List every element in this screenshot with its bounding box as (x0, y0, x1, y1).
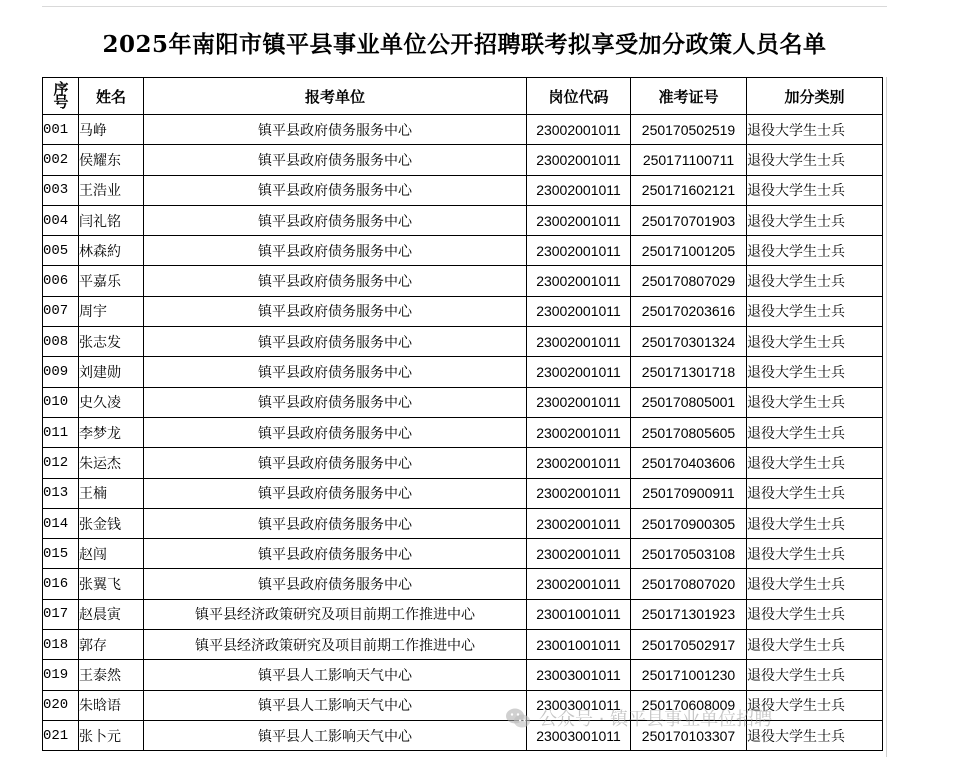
cell-name: 平嘉乐 (79, 266, 144, 296)
personnel-table (42, 77, 883, 751)
cell-name: 朱运杰 (79, 448, 144, 478)
cell-seq: 005 (43, 236, 79, 266)
cell-bonus-category: 退役大学生士兵 (747, 417, 883, 447)
cell-exam-number: 250170301324 (631, 327, 747, 357)
top-rule (42, 6, 887, 7)
cell-seq: 013 (43, 478, 79, 508)
table-row (43, 205, 883, 235)
cell-name: 王泰然 (79, 660, 144, 690)
cell-exam-number: 250170805001 (631, 387, 747, 417)
cell-bonus-category: 退役大学生士兵 (747, 508, 883, 538)
cell-name: 张志发 (79, 327, 144, 357)
cell-name: 史久凌 (79, 387, 144, 417)
cell-bonus-category: 退役大学生士兵 (747, 448, 883, 478)
cell-exam-number: 250171100711 (631, 145, 747, 175)
cell-exam-number: 250171001205 (631, 236, 747, 266)
cell-position-code: 23002001011 (527, 417, 631, 447)
cell-exam-number: 250170502519 (631, 115, 747, 145)
header-bonus-category: 加分类别 (747, 78, 883, 115)
cell-position-code: 23002001011 (527, 327, 631, 357)
watermark-text: 公众号 · 镇平县事业单位招聘 (539, 709, 773, 730)
cell-unit: 镇平县人工影响天气中心 (144, 690, 527, 720)
cell-position-code: 23002001011 (527, 478, 631, 508)
cell-exam-number: 250171301718 (631, 357, 747, 387)
cell-position-code: 23003001011 (527, 720, 631, 750)
cell-seq: 011 (43, 417, 79, 447)
cell-bonus-category: 退役大学生士兵 (747, 236, 883, 266)
cell-unit: 镇平县政府债务服务中心 (144, 478, 527, 508)
cell-seq: 016 (43, 569, 79, 599)
table-row (43, 115, 883, 145)
cell-position-code: 23002001011 (527, 296, 631, 326)
cell-exam-number: 250171602121 (631, 175, 747, 205)
cell-position-code: 23002001011 (527, 569, 631, 599)
cell-exam-number: 250170503108 (631, 539, 747, 569)
cell-unit: 镇平县政府债务服务中心 (144, 357, 527, 387)
cell-bonus-category: 退役大学生士兵 (747, 539, 883, 569)
cell-unit: 镇平县政府债务服务中心 (144, 205, 527, 235)
table-row (43, 539, 883, 569)
cell-bonus-category: 退役大学生士兵 (747, 115, 883, 145)
cell-seq: 007 (43, 296, 79, 326)
cell-name: 闫礼铭 (79, 205, 144, 235)
header-position-code: 岗位代码 (527, 78, 631, 115)
cell-exam-number: 250170807029 (631, 266, 747, 296)
cell-seq: 021 (43, 720, 79, 750)
cell-bonus-category: 退役大学生士兵 (747, 387, 883, 417)
table-row (43, 448, 883, 478)
cell-position-code: 23002001011 (527, 115, 631, 145)
cell-name: 王浩业 (79, 175, 144, 205)
cell-bonus-category: 退役大学生士兵 (747, 478, 883, 508)
cell-position-code: 23002001011 (527, 145, 631, 175)
table-row (43, 569, 883, 599)
cell-exam-number: 250170203616 (631, 296, 747, 326)
cell-name: 马峥 (79, 115, 144, 145)
cell-position-code: 23002001011 (527, 448, 631, 478)
header-seq-label: 序号 (53, 80, 69, 111)
cell-bonus-category: 退役大学生士兵 (747, 357, 883, 387)
table-row (43, 236, 883, 266)
table-row (43, 630, 883, 660)
cell-exam-number: 250170701903 (631, 205, 747, 235)
cell-name: 赵闯 (79, 539, 144, 569)
cell-exam-number: 250170900911 (631, 478, 747, 508)
cell-unit: 镇平县经济政策研究及项目前期工作推进中心 (144, 630, 527, 660)
cell-name: 张翼飞 (79, 569, 144, 599)
cell-position-code: 23002001011 (527, 236, 631, 266)
cell-unit: 镇平县政府债务服务中心 (144, 508, 527, 538)
table-row (43, 296, 883, 326)
header-unit: 报考单位 (144, 78, 527, 115)
table-row (43, 357, 883, 387)
cell-seq: 020 (43, 690, 79, 720)
cell-seq: 002 (43, 145, 79, 175)
cell-bonus-category: 退役大学生士兵 (747, 630, 883, 660)
cell-name: 张卜元 (79, 720, 144, 750)
cell-unit: 镇平县政府债务服务中心 (144, 145, 527, 175)
cell-unit: 镇平县政府债务服务中心 (144, 387, 527, 417)
cell-name: 林森約 (79, 236, 144, 266)
table-row (43, 387, 883, 417)
table-row (43, 508, 883, 538)
cell-seq: 008 (43, 327, 79, 357)
header-seq (43, 78, 79, 115)
cell-name: 朱晗语 (79, 690, 144, 720)
cell-seq: 018 (43, 630, 79, 660)
cell-position-code: 23003001011 (527, 660, 631, 690)
cell-unit: 镇平县政府债务服务中心 (144, 115, 527, 145)
table-row (43, 660, 883, 690)
cell-exam-number: 250170103307 (631, 720, 747, 750)
cell-position-code: 23002001011 (527, 175, 631, 205)
table-row (43, 266, 883, 296)
cell-unit: 镇平县人工影响天气中心 (144, 720, 527, 750)
cell-seq: 012 (43, 448, 79, 478)
cell-unit: 镇平县政府债务服务中心 (144, 236, 527, 266)
page-title: 2025年南阳市镇平县事业单位公开招聘联考拟享受加分政策人员名单 (102, 31, 827, 58)
table-row (43, 599, 883, 629)
cell-position-code: 23001001011 (527, 599, 631, 629)
cell-exam-number: 250171001230 (631, 660, 747, 690)
cell-bonus-category: 退役大学生士兵 (747, 690, 883, 720)
cell-position-code: 23003001011 (527, 690, 631, 720)
table-row (43, 417, 883, 447)
cell-bonus-category: 退役大学生士兵 (747, 599, 883, 629)
cell-seq: 006 (43, 266, 79, 296)
cell-name: 王楠 (79, 478, 144, 508)
cell-unit: 镇平县政府债务服务中心 (144, 539, 527, 569)
table-row (43, 145, 883, 175)
cell-seq: 009 (43, 357, 79, 387)
table-row (43, 327, 883, 357)
cell-name: 周宇 (79, 296, 144, 326)
cell-exam-number: 250170807020 (631, 569, 747, 599)
table-row (43, 690, 883, 720)
cell-unit: 镇平县政府债务服务中心 (144, 448, 527, 478)
cell-position-code: 23002001011 (527, 205, 631, 235)
cell-seq: 017 (43, 599, 79, 629)
cell-name: 侯耀东 (79, 145, 144, 175)
cell-position-code: 23002001011 (527, 387, 631, 417)
table-row (43, 478, 883, 508)
cell-seq: 003 (43, 175, 79, 205)
cell-unit: 镇平县人工影响天气中心 (144, 660, 527, 690)
right-rule (886, 77, 887, 757)
table-body (43, 115, 883, 751)
cell-position-code: 23002001011 (527, 508, 631, 538)
cell-bonus-category: 退役大学生士兵 (747, 720, 883, 750)
cell-name: 张金钱 (79, 508, 144, 538)
cell-bonus-category: 退役大学生士兵 (747, 205, 883, 235)
header-name: 姓名 (79, 78, 144, 115)
cell-seq: 014 (43, 508, 79, 538)
cell-name: 郭存 (79, 630, 144, 660)
cell-unit: 镇平县经济政策研究及项目前期工作推进中心 (144, 599, 527, 629)
table-row (43, 175, 883, 205)
cell-exam-number: 250170403606 (631, 448, 747, 478)
cell-seq: 010 (43, 387, 79, 417)
cell-exam-number: 250171301923 (631, 599, 747, 629)
cell-bonus-category: 退役大学生士兵 (747, 296, 883, 326)
cell-seq: 001 (43, 115, 79, 145)
cell-seq: 004 (43, 205, 79, 235)
cell-bonus-category: 退役大学生士兵 (747, 660, 883, 690)
cell-name: 李梦龙 (79, 417, 144, 447)
cell-bonus-category: 退役大学生士兵 (747, 266, 883, 296)
cell-unit: 镇平县政府债务服务中心 (144, 417, 527, 447)
table-row (43, 720, 883, 750)
cell-unit: 镇平县政府债务服务中心 (144, 296, 527, 326)
cell-bonus-category: 退役大学生士兵 (747, 145, 883, 175)
cell-exam-number: 250170900305 (631, 508, 747, 538)
cell-seq: 015 (43, 539, 79, 569)
cell-unit: 镇平县政府债务服务中心 (144, 327, 527, 357)
header-exam-number: 准考证号 (631, 78, 747, 115)
cell-bonus-category: 退役大学生士兵 (747, 327, 883, 357)
cell-bonus-category: 退役大学生士兵 (747, 569, 883, 599)
cell-position-code: 23001001011 (527, 630, 631, 660)
cell-bonus-category: 退役大学生士兵 (747, 175, 883, 205)
cell-name: 刘建勋 (79, 357, 144, 387)
cell-position-code: 23002001011 (527, 266, 631, 296)
cell-seq: 019 (43, 660, 79, 690)
cell-name: 赵晨寅 (79, 599, 144, 629)
cell-unit: 镇平县政府债务服务中心 (144, 266, 527, 296)
table-header-row (43, 78, 883, 115)
cell-exam-number: 250170608009 (631, 690, 747, 720)
cell-unit: 镇平县政府债务服务中心 (144, 569, 527, 599)
cell-exam-number: 250170502917 (631, 630, 747, 660)
cell-unit: 镇平县政府债务服务中心 (144, 175, 527, 205)
cell-position-code: 23002001011 (527, 357, 631, 387)
cell-exam-number: 250170805605 (631, 417, 747, 447)
cell-position-code: 23002001011 (527, 539, 631, 569)
